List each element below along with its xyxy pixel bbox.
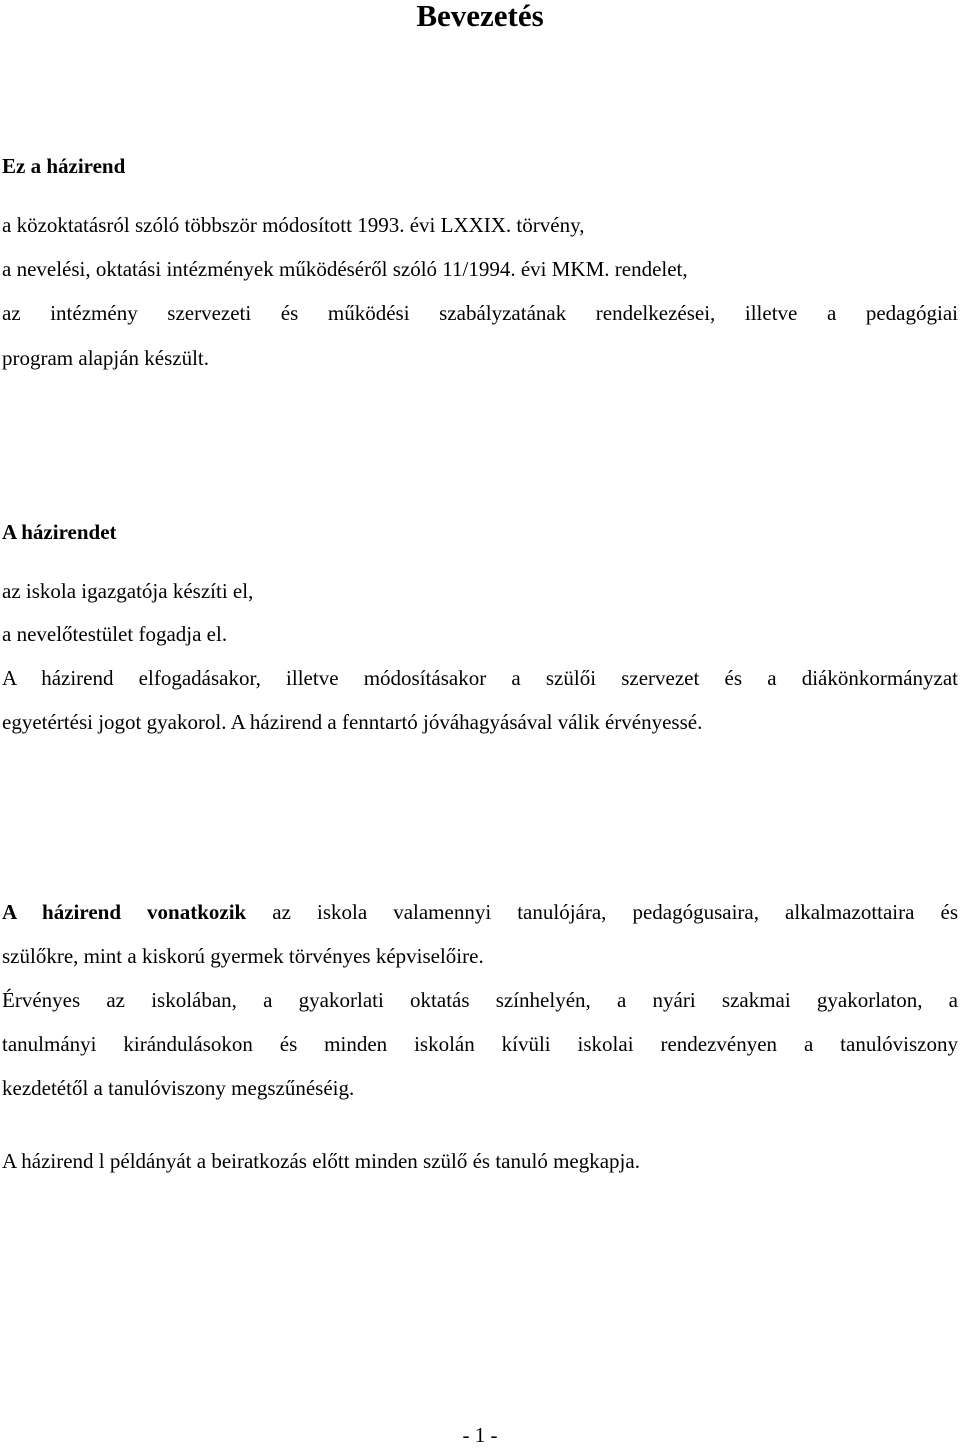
paragraph-line: szülőkre, mint a kiskorú gyermek törvényes képviselőire. (2, 944, 484, 968)
paragraph-line: program alapján készült. (2, 346, 210, 370)
paragraph-line: tanulmányi kirándulásokon és minden iskolán kívüli iskolai rendezvényen a tanulóviszony (2, 1032, 958, 1056)
paragraph-line: a közoktatásról szóló többször módosított 1993. évi LXXIX. törvény, (2, 213, 585, 237)
paragraph-line: a nevelési, oktatási intézmények működéséről szóló 11/1994. évi MKM. rendelet, (2, 257, 688, 281)
paragraph-line: Érvényes az iskolában, a gyakorlati oktatás színhelyén, a nyári szakmai gyakorlaton, a (2, 988, 958, 1012)
paragraph-line (2, 899, 958, 925)
paragraph-line: a nevelőtestület fogadja el. (2, 622, 228, 646)
paragraph-line: A házirend l példányát a beiratkozás előtt minden szülő és tanuló megkapja. (2, 1149, 640, 1173)
section-heading: Ez a házirend (2, 154, 126, 178)
scope-lead-rest: az iskola valamennyi tanulójára, pedagógusaira, alkalmazottaira és (246, 900, 958, 924)
paragraph-line: az iskola igazgatója készíti el, (2, 579, 254, 603)
scope-lead-bold: A házirend vonatkozik (2, 900, 247, 924)
page-number: - 1 - (462, 1423, 498, 1447)
paragraph-line: kezdetétől a tanulóviszony megszűnéséig. (2, 1076, 355, 1100)
paragraph-line: A házirend elfogadásakor, illetve módosításakor a szülői szervezet és a diákönkormányzat (2, 666, 958, 690)
paragraph-line: az intézmény szervezeti és működési szabályzatának rendelkezései, illetve a pedagógiai (2, 301, 958, 325)
paragraph-line: egyetértési jogot gyakorol. A házirend a fenntartó jóváhagyásával válik érvényessé. (2, 710, 703, 734)
page-title: Bevezetés (416, 0, 544, 33)
section-heading: A házirendet (2, 520, 117, 544)
